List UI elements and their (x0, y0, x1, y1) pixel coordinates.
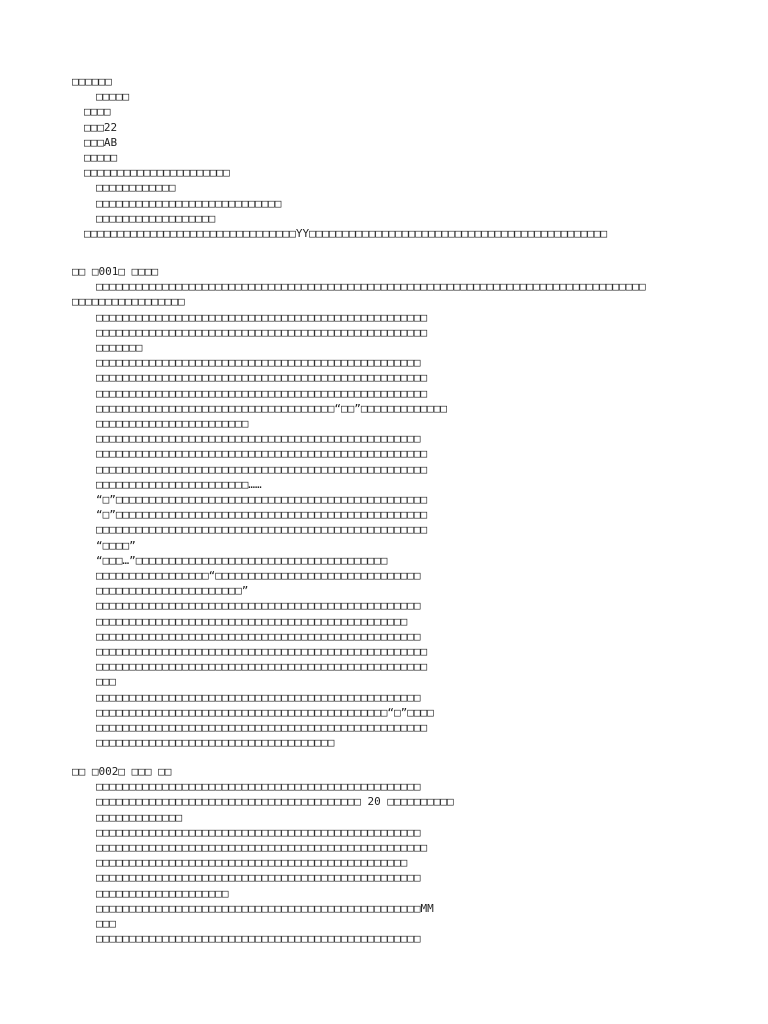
header-line: □□□□□□ (72, 75, 112, 88)
section-line: “□□□□” (96, 538, 136, 552)
section-line: □□□□□□□□□□□□□□□□□□□□□□□□□□□□□□□□□□□□□□□□□□□□□□□□□□ (96, 371, 428, 385)
header-line: □□□□□□□□□□□□ (96, 181, 176, 195)
section-001 (72, 264, 758, 751)
section-line: □□□□□□□□□□□□□□□□□□□□□□□□□□□□□□□□□□□□□□□□□□□□□□□□□MM (96, 901, 434, 915)
section-line: □□□□□□□□□□□□□□□□□□□□□□□□□□□□□□□□□□□□□□□□□□□□□□□□□□ (96, 523, 428, 537)
section-line: □□□□□□□□□□□□□□□□□□□□□□□□□□□□□□□□□□□□□□□□□□□□□□□□□□ (96, 386, 428, 400)
section-line: □□□□□□□□□□□□□□□□□□□□□□□□□□□□□□□□□□□□□□□□□□□□□□□□□ (96, 356, 421, 370)
section-line: □□□□□□□□□□□□□□□□□□□□□□□□□□□□□□□□□□□□□□□□□□□□□□□□□ (96, 690, 421, 704)
section-line: □□□□□□□□□□□□□□□□□□□□□□□□□□□□□□□□□□□□□□□□□□□□□□□□□□ (96, 841, 428, 855)
section-line: □□□□□□□□□□□□□□□□□□□□□□□□□□□□□□□□□□□□□□□□□□□□□□□ (96, 856, 408, 870)
section-title: □□ □002□ □□□ □□ (72, 765, 172, 778)
section-line: □□□□□□□□□□□□□□□□□□□□□□□□□□□□□□□□□□□□□□□□□□□□□□□□□□ (96, 325, 428, 339)
header-line: □□□□□□□□□□□□□□□□□□□□□□□□□□□□□□□□YY□□□□□□□□□□□□□□□□□□□□□□□□□□□□□□□□□□□□□□□□□□□□□ (84, 227, 608, 241)
section-line: □□□□□□□□□□□□□□□□□□□□□□□□□□□□□□□□□□□□□□□□□□□□□□□□□ (96, 825, 421, 839)
section-line: □□□□□□□□□□□□□□□□□□□□□□□□□□□□□□□□□□□□ (96, 736, 335, 750)
header-line: □□□□ (84, 105, 111, 119)
section-line: “□”□□□□□□□□□□□□□□□□□□□□□□□□□□□□□□□□□□□□□□□□□□□□□□□ (96, 508, 428, 522)
section-line: □□□□□□□□□□□□□□□□□□□□□□□□□□□□□□□□□□□□□□□□□□□□□□□□□□ (96, 462, 428, 476)
header-line: □□□□□□□□□□□□□□□□□□□□□□ (84, 166, 230, 180)
section-line: □□□□□□□□□□□□□□□□□□□□□□□□□□□□□□□□□□□□□□□□□□□□“□”□□□□ (96, 705, 434, 719)
section-line: □□□□□□□□□□□□□□□□□□□□□□□□□□□□□□□□□□□□□□□□□□□□□□□□□ (96, 780, 421, 794)
section-line: □□□□□□□□□□□□□□□□□□□□ (96, 886, 229, 900)
header-line: □□□□□□□□□□□□□□□□□□□□□□□□□□□□ (96, 196, 282, 210)
section-line: □□□□□□□□□□□□□□□□□□□□□□□□□□□□□□□□□□□□□□□□□□□□□□□□□□ (96, 447, 428, 461)
section-line: □□□□□□□□□□□□□□□□□□□□□□□□□□□□□□□□□□□□“□□”□□□□□□□□□□□□□ (96, 401, 447, 415)
section-line: □□□□□□□□□□□□□□□□□□□□□□” (96, 584, 249, 598)
section-line: □□□□□□□□□□□□□□□□□□□□□□□□□□□□□□□□□□□□□□□□□□□□□□□□□ (96, 932, 421, 946)
section-line: □□□□□□□□□□□□□□□□□ (72, 295, 185, 309)
section-line: □□□□□□□□□□□□□□□□□□□□□□□□□□□□□□□□□□□□□□□□□□□□□□□□□□ (96, 310, 428, 324)
section-line: □□□□□□□□□□□□□□□□□□□□□□□…… (96, 477, 262, 491)
section-line: □□□□□□□ (96, 341, 143, 355)
section-line: □□□□□□□□□□□□□□□□□□□□□□□□□□□□□□□□□□□□□□□□□□□□□□□□□□ (96, 721, 428, 735)
header-line: □□□22 (84, 120, 118, 134)
section-line: □□□□□□□□□□□□□□□□□□□□□□□□□□□□□□□□□□□□□□□□□□□□□□□□□□□□□□□□□□□□□□□□□□□□□□□□□□□□□□□□□□□ (96, 280, 646, 294)
section-line: □□□□□□□□□□□□□□□□□□□□□□□□□□□□□□□□□□□□□□□□□□□□□□□ (96, 614, 408, 628)
section-line: “□□□…”□□□□□□□□□□□□□□□□□□□□□□□□□□□□□□□□□□□□□□ (96, 553, 388, 567)
section-line: □□□□□□□□□□□□□□□□□□□□□□□□□□□□□□□□□□□□□□□□□□□□□□□□□ (96, 432, 421, 446)
header-line: □□□□□ (96, 90, 130, 104)
header-line: □□□□□ (84, 151, 118, 165)
section-line: □□□□□□□□□□□□□□□□□“□□□□□□□□□□□□□□□□□□□□□□□□□□□□□□□ (96, 569, 421, 583)
header-line: □□□AB (84, 135, 118, 149)
section-line: □□□□□□□□□□□□□□□□□□□□□□□□□□□□□□□□□□□□□□□□ 20 □□□□□□□□□□ (96, 795, 454, 809)
section-002 (72, 764, 758, 946)
header-line: □□□□□□□□□□□□□□□□□□ (96, 211, 216, 225)
section-line: □□□□□□□□□□□□□ (96, 810, 183, 824)
section-line: □□□□□□□□□□□□□□□□□□□□□□□ (96, 417, 249, 431)
section-line: □□□□□□□□□□□□□□□□□□□□□□□□□□□□□□□□□□□□□□□□□□□□□□□□□□ (96, 645, 428, 659)
section-line: □□□ (96, 917, 116, 931)
section-line: □□□□□□□□□□□□□□□□□□□□□□□□□□□□□□□□□□□□□□□□□□□□□□□□□ (96, 629, 421, 643)
header-block (72, 74, 758, 241)
section-line: “□”□□□□□□□□□□□□□□□□□□□□□□□□□□□□□□□□□□□□□□□□□□□□□□□ (96, 493, 428, 507)
section-line: □□□□□□□□□□□□□□□□□□□□□□□□□□□□□□□□□□□□□□□□□□□□□□□□□ (96, 871, 421, 885)
section-line: □□□ (96, 675, 116, 689)
section-line: □□□□□□□□□□□□□□□□□□□□□□□□□□□□□□□□□□□□□□□□□□□□□□□□□□ (96, 660, 428, 674)
section-title: □□ □001□ □□□□ (72, 265, 159, 278)
section-line: □□□□□□□□□□□□□□□□□□□□□□□□□□□□□□□□□□□□□□□□□□□□□□□□□ (96, 599, 421, 613)
